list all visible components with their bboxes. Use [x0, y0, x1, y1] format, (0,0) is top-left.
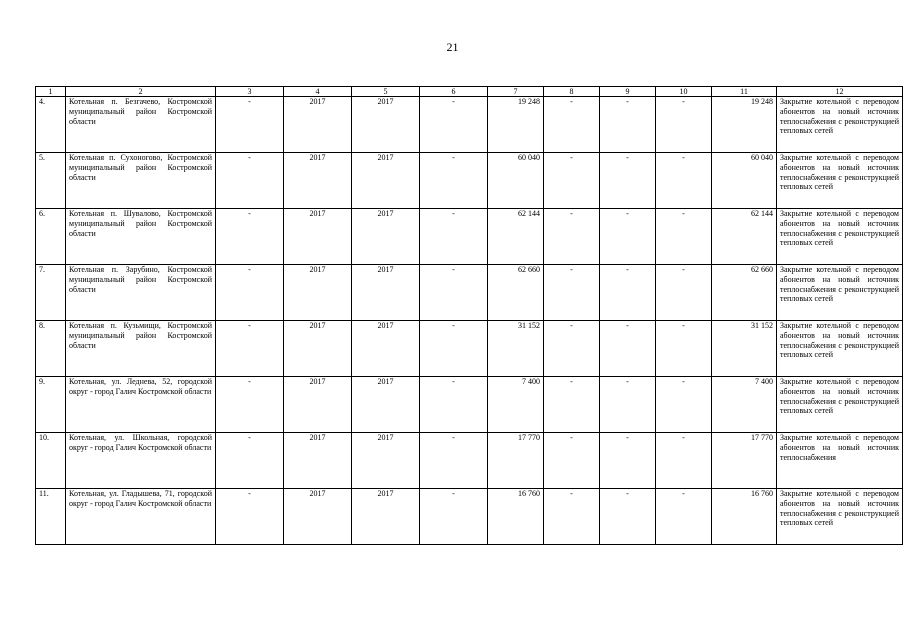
row-number: 4. — [36, 97, 66, 153]
row-number: 5. — [36, 153, 66, 209]
cell-col11: 7 400 — [712, 377, 777, 433]
boiler-name: Котельная п. Шувалово, Костромской муниципальный район Костромской области — [66, 209, 216, 265]
cell-col7: 60 040 — [488, 153, 544, 209]
column-header: 3 — [216, 87, 284, 97]
cell-col6: - — [420, 489, 488, 545]
column-header: 11 — [712, 87, 777, 97]
cell-col11: 62 660 — [712, 265, 777, 321]
cell-col6: - — [420, 209, 488, 265]
column-header: 6 — [420, 87, 488, 97]
cell-col8: - — [544, 209, 600, 265]
cell-col8: - — [544, 97, 600, 153]
cell-col4: 2017 — [284, 265, 352, 321]
boiler-name: Котельная, ул. Школьная, городской округ - город Галич Костромской области — [66, 433, 216, 489]
boiler-name: Котельная п. Зарубино, Костромской муниципальный район Костромской области — [66, 265, 216, 321]
cell-col5: 2017 — [352, 209, 420, 265]
cell-col11: 17 770 — [712, 433, 777, 489]
cell-col8: - — [544, 265, 600, 321]
cell-col9: - — [600, 433, 656, 489]
cell-col4: 2017 — [284, 209, 352, 265]
column-header: 2 — [66, 87, 216, 97]
cell-col3: - — [216, 209, 284, 265]
boiler-name: Котельная, ул. Леднева, 52, городской округ - город Галич Костромской области — [66, 377, 216, 433]
cell-col11: 31 152 — [712, 321, 777, 377]
cell-col11: 19 248 — [712, 97, 777, 153]
column-header: 12 — [777, 87, 903, 97]
boiler-closure-table — [35, 86, 903, 545]
cell-col3: - — [216, 433, 284, 489]
cell-col4: 2017 — [284, 153, 352, 209]
cell-col7: 17 770 — [488, 433, 544, 489]
column-number-row — [36, 87, 903, 97]
cell-col8: - — [544, 489, 600, 545]
cell-col3: - — [216, 321, 284, 377]
cell-col5: 2017 — [352, 377, 420, 433]
table-row — [36, 433, 903, 489]
row-number: 11. — [36, 489, 66, 545]
cell-col5: 2017 — [352, 265, 420, 321]
table-row — [36, 153, 903, 209]
cell-col9: - — [600, 265, 656, 321]
cell-col10: - — [656, 377, 712, 433]
cell-col6: - — [420, 321, 488, 377]
cell-col4: 2017 — [284, 321, 352, 377]
cell-col7: 16 760 — [488, 489, 544, 545]
cell-col3: - — [216, 377, 284, 433]
cell-col3: - — [216, 153, 284, 209]
cell-col7: 62 144 — [488, 209, 544, 265]
column-header: 10 — [656, 87, 712, 97]
column-header: 8 — [544, 87, 600, 97]
boiler-name: Котельная п. Безгачево, Костромской муниципальный район Костромской области — [66, 97, 216, 153]
cell-col4: 2017 — [284, 97, 352, 153]
column-header: 4 — [284, 87, 352, 97]
cell-col6: - — [420, 433, 488, 489]
table-row — [36, 209, 903, 265]
table-row — [36, 265, 903, 321]
cell-col7: 31 152 — [488, 321, 544, 377]
cell-col5: 2017 — [352, 433, 420, 489]
cell-col7: 19 248 — [488, 97, 544, 153]
row-number: 10. — [36, 433, 66, 489]
cell-col9: - — [600, 97, 656, 153]
cell-col8: - — [544, 321, 600, 377]
column-header: 9 — [600, 87, 656, 97]
table-row — [36, 321, 903, 377]
cell-col10: - — [656, 265, 712, 321]
table-body — [36, 97, 903, 545]
row-number: 8. — [36, 321, 66, 377]
cell-col10: - — [656, 209, 712, 265]
cell-col5: 2017 — [352, 489, 420, 545]
cell-col3: - — [216, 489, 284, 545]
measure-note: Закрытие котельной с переводом абонентов на новый источник теплоснабжения с реконструкцией тепловых сетей — [777, 265, 903, 321]
cell-col8: - — [544, 377, 600, 433]
column-header: 1 — [36, 87, 66, 97]
measure-note: Закрытие котельной с переводом абонентов на новый источник теплоснабжения — [777, 433, 903, 489]
column-header: 7 — [488, 87, 544, 97]
cell-col9: - — [600, 377, 656, 433]
cell-col11: 60 040 — [712, 153, 777, 209]
cell-col7: 7 400 — [488, 377, 544, 433]
cell-col9: - — [600, 209, 656, 265]
table-row — [36, 489, 903, 545]
measure-note: Закрытие котельной с переводом абонентов на новый источник теплоснабжения с реконструкцией тепловых сетей — [777, 209, 903, 265]
cell-col4: 2017 — [284, 377, 352, 433]
cell-col10: - — [656, 433, 712, 489]
boiler-name: Котельная п. Кузьмищи, Костромской муниципальный район Костромской области — [66, 321, 216, 377]
measure-note: Закрытие котельной с переводом абонентов на новый источник теплоснабжения с реконструкцией тепловых сетей — [777, 489, 903, 545]
measure-note: Закрытие котельной с переводом абонентов на новый источник теплоснабжения с реконструкцией тепловых сетей — [777, 97, 903, 153]
table-row — [36, 377, 903, 433]
cell-col7: 62 660 — [488, 265, 544, 321]
cell-col10: - — [656, 97, 712, 153]
cell-col5: 2017 — [352, 321, 420, 377]
cell-col10: - — [656, 153, 712, 209]
row-number: 9. — [36, 377, 66, 433]
cell-col9: - — [600, 321, 656, 377]
row-number: 6. — [36, 209, 66, 265]
cell-col3: - — [216, 265, 284, 321]
page-number: 21 — [446, 40, 459, 54]
cell-col4: 2017 — [284, 433, 352, 489]
boiler-name: Котельная, ул. Гладышева, 71, городской округ - город Галич Костромской области — [66, 489, 216, 545]
cell-col5: 2017 — [352, 97, 420, 153]
cell-col6: - — [420, 97, 488, 153]
measure-note: Закрытие котельной с переводом абонентов на новый источник теплоснабжения с реконструкцией тепловых сетей — [777, 377, 903, 433]
table-row — [36, 97, 903, 153]
cell-col11: 62 144 — [712, 209, 777, 265]
measure-note: Закрытие котельной с переводом абонентов на новый источник теплоснабжения с реконструкцией тепловых сетей — [777, 321, 903, 377]
cell-col3: - — [216, 97, 284, 153]
cell-col10: - — [656, 321, 712, 377]
cell-col8: - — [544, 433, 600, 489]
row-number: 7. — [36, 265, 66, 321]
cell-col4: 2017 — [284, 489, 352, 545]
cell-col6: - — [420, 153, 488, 209]
cell-col10: - — [656, 489, 712, 545]
cell-col6: - — [420, 377, 488, 433]
cell-col5: 2017 — [352, 153, 420, 209]
cell-col9: - — [600, 153, 656, 209]
measure-note: Закрытие котельной с переводом абонентов на новый источник теплоснабжения с реконструкцией тепловых сетей — [777, 153, 903, 209]
cell-col8: - — [544, 153, 600, 209]
cell-col11: 16 760 — [712, 489, 777, 545]
cell-col9: - — [600, 489, 656, 545]
cell-col6: - — [420, 265, 488, 321]
column-header: 5 — [352, 87, 420, 97]
boiler-name: Котельная п. Сухоногово, Костромской муниципальный район Костромской области — [66, 153, 216, 209]
